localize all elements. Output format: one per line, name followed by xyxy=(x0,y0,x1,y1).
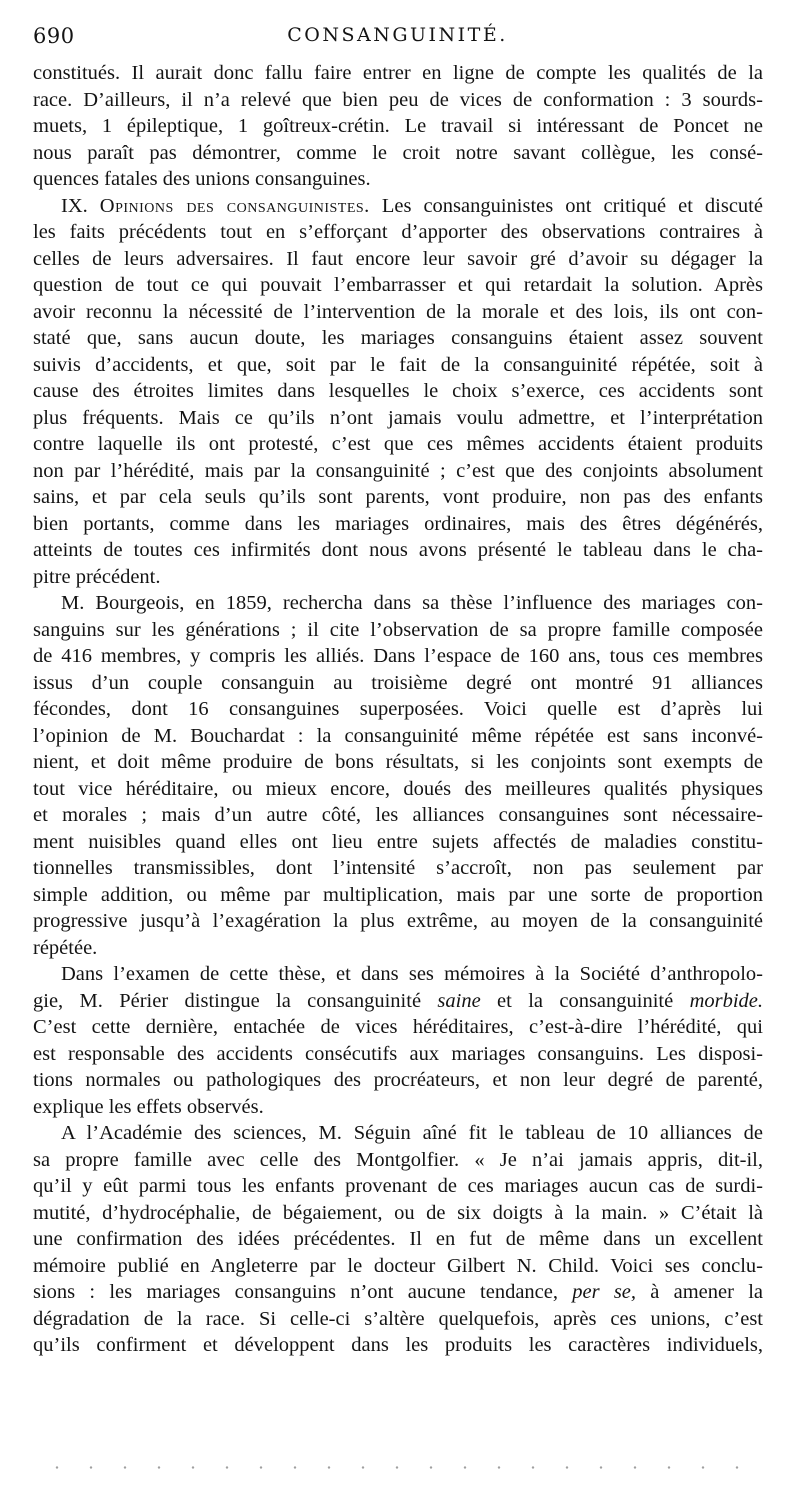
text-line: l’opinion de M. Bouchardat : la consanguinité même répétée est sans inconvé- xyxy=(33,724,763,747)
text-line: non par l’hérédité, mais par la consanguinité ; c’est que des conjoints absolument xyxy=(33,459,763,482)
section-number: IX. xyxy=(61,194,88,217)
text-line: ment nuisibles quand elles ont lieu entre sujets affectés de maladies constitu- xyxy=(33,830,763,853)
perier-line xyxy=(33,988,763,1015)
italic-term-saine: saine xyxy=(437,989,481,1012)
text-line: suivis d’accidents, et que, soit par le fait de la consanguinité répétée, soit à xyxy=(33,353,763,376)
text-line: mémoire publié en Angleterre par le docteur Gilbert N. Child. Voici ses conclu- xyxy=(33,1254,763,1277)
text-line: explique les effets observés. xyxy=(33,1095,264,1118)
text-line: cause des étroites limites dans lesquelles le choix s’exerce, ces accidents sont xyxy=(33,380,763,402)
text-line: plus fréquents. Mais ce qu’ils n’ont jamais voulu admettre, et l’interprétation xyxy=(33,406,763,429)
text-line: atteints de toutes ces infirmités dont nous avons présenté le tableau dans le cha- xyxy=(33,539,763,561)
text-line: tout vice héréditaire, ou mieux encore, doués des meilleures qualités physiques xyxy=(33,777,763,800)
text-line: constitués. Il aurait donc fallu faire entrer en ligne de compte les qualités de la xyxy=(33,62,763,84)
text-line: nous paraît pas démontrer, comme le croit notre savant collègue, les consé- xyxy=(33,141,763,164)
scan-artifact-dots xyxy=(40,1466,760,1469)
text-line: staté que, sans aucun doute, les mariages consanguins étaient assez souvent xyxy=(33,327,763,349)
page-header xyxy=(33,24,762,54)
text-line: de 416 membres, y compris les alliés. Dans l’espace de 160 ans, tous ces membres xyxy=(33,645,763,667)
text-fragment: et la consanguinité xyxy=(497,989,674,1012)
text-fragment: gie, M. Périer distingue la consanguinité xyxy=(33,989,422,1012)
text-line: bien portants, comme dans les mariages ordinaires, mais des êtres dégénérés, xyxy=(33,512,763,535)
text-line: tionnelles transmissibles, dont l’intensité s’accroît, non pas seulement par xyxy=(33,857,763,879)
italic-term-morbide: morbide. xyxy=(689,989,763,1012)
section-ix-heading-line xyxy=(33,193,763,220)
text-line: fécondes, dont 16 consanguines superposées. Voici quelle est d’après lui xyxy=(33,698,763,720)
text-line: une confirmation des idées précédentes. Il en fut de même dans un excellent xyxy=(33,1228,763,1250)
text-line: question de tout ce qui pouvait l’embarrasser et qui retardait la solution. Après xyxy=(33,274,763,296)
text-line: est responsable des accidents consécutifs aux mariages consanguins. Les disposi- xyxy=(33,1042,763,1065)
text-line: sains, et par cela seuls qu’ils sont parents, vont produire, non pas des enfants xyxy=(33,486,763,508)
text-line: simple addition, ou même par multiplication, mais par une sorte de proportion xyxy=(33,883,763,906)
italic-term-per-se: per se, xyxy=(572,1281,637,1303)
text-line: contre laquelle ils ont protesté, c’est que ces mêmes accidents étaient produits xyxy=(33,433,763,455)
section-text-start: Les consanguinistes ont xyxy=(381,194,592,217)
text-line: sanguins sur les générations ; il cite l’observation de sa propre famille composée xyxy=(33,618,763,641)
section-heading: Opinions des consanguinistes. xyxy=(99,194,370,217)
text-line: A l’Académie des sciences, M. Séguin aîné fit le tableau de 10 alliances de xyxy=(61,1122,763,1144)
child-line xyxy=(33,1279,763,1306)
text-line: C’est cette dernière, entachée de vices héréditaires, c’est-à-dire l’hérédité, qui xyxy=(33,1016,763,1038)
text-fragment: critiqué et discuté xyxy=(603,194,763,217)
text-fragment: sions : les mariages consanguins n’ont aucune tendance, xyxy=(33,1281,558,1303)
text-line: pitre précédent. xyxy=(33,565,161,588)
running-title: CONSANGUINITÉ. xyxy=(287,24,508,46)
text-line: muets, 1 épileptique, 1 goîtreux-crétin. Le travail si intéressant de Poncet ne xyxy=(33,115,763,137)
text-line: mutité, d’hydrocéphalie, de bégaiement, ou de six doigts à la main. » C’était là xyxy=(33,1201,763,1224)
text-fragment: à amener la xyxy=(650,1281,763,1303)
text-line: et morales ; mais d’un autre côté, les alliances consanguines sont nécessaire- xyxy=(33,804,763,826)
text-line: nient, et doit même produire de bons résultats, si les conjoints sont exempts de xyxy=(33,751,763,773)
text-line: répétée. xyxy=(33,936,98,959)
text-line: dégradation de la race. Si celle-ci s’altère quelquefois, après ces unions, c’est xyxy=(33,1307,763,1330)
text-line: les faits précédents tout en s’efforçant d’apporter des observations contraires à xyxy=(33,221,763,243)
text-line: M. Bourgeois, en 1859, rechercha dans sa thèse l’influence des mariages con- xyxy=(61,592,763,614)
text-line: progressive jusqu’à l’exagération la plus extrême, au moyen de la consanguinité xyxy=(33,910,763,932)
text-line: quences fatales des unions consanguines. xyxy=(33,168,371,190)
text-line: qu’ils confirment et développent dans les produits les caractères individuels, xyxy=(33,1334,763,1356)
text-line: race. D’ailleurs, il n’a relevé que bien peu de vices de conformation : 3 sourds- xyxy=(33,88,763,111)
text-line: tions normales ou pathologiques des procréateurs, et non leur degré de parenté, xyxy=(33,1069,763,1091)
text-line: sa propre famille avec celle des Montgolfier. « Je n’ai jamais appris, dit-il, xyxy=(33,1148,763,1171)
text-line: issus d’un couple consanguin au troisième degré ont montré 91 alliances xyxy=(33,671,763,694)
page-number: 690 xyxy=(33,24,75,48)
text-line: avoir reconnu la nécessité de l’intervention de la morale et des lois, ils ont con- xyxy=(33,300,763,323)
text-line: celles de leurs adversaires. Il faut encore leur savoir gré d’avoir su dégager la xyxy=(33,247,763,270)
text-line: qu’il y eût parmi tous les enfants provenant de ces mariages aucun cas de surdi- xyxy=(33,1175,763,1197)
text-line: Dans l’examen de cette thèse, et dans ses mémoires à la Société d’anthropolo- xyxy=(61,963,763,985)
body-text xyxy=(33,60,763,1359)
